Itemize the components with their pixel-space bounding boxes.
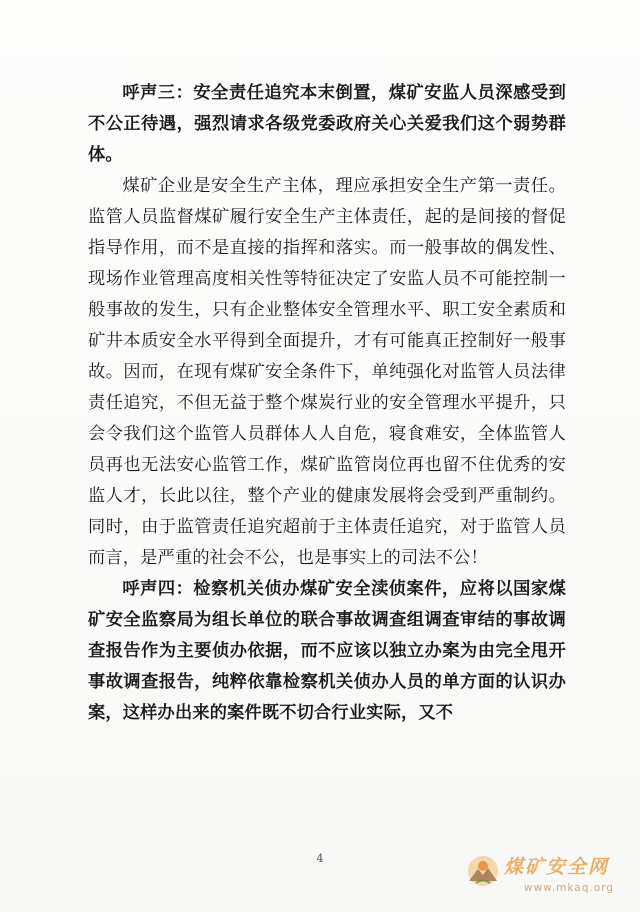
site-watermark — [466, 848, 626, 906]
watermark-url: www.mkaq.org — [524, 882, 614, 894]
appeal-4-paragraph: 呼声四：检察机关侦办煤矿安全渎侦案件，应将以国家煤矿安全监察局为组长单位的联合事故调查组调查审结的事故调查报告作为主要侦办依据，而不应该以独立办案为由完全甩开事故调查报告，纯粹依靠检察机关侦办人员的单方面的认识办案，这样办出来的案件既不切合行业实际，又不 — [88, 579, 566, 723]
appeal-3-heading: 呼声三：安全责任追究本末倒置，煤矿安监人员深感受到不公正待遇，强烈请求各级党委政府关心关爱我们这个弱势群体。 — [88, 83, 566, 165]
mountain-sun-logo-icon — [466, 854, 500, 888]
page-number: 4 — [316, 852, 324, 865]
document-body — [88, 78, 566, 729]
watermark-title: 煤矿安全网 — [504, 856, 610, 878]
appeal-3-body: 煤矿企业是安全生产主体，理应承担安全生产第一责任。监管人员监督煤矿履行安全生产主体责任，起的是间接的督促指导作用，而不是直接的指挥和落实。而一般事故的偶发性、现场作业管理高度相关性等特征决定了安监人员不可能控制一般事故的发生，只有企业整体安全管理水平、职工安全素质和矿井本质安全水平得到全面提升，才有可能真正控制好一般事故。因而，在现有煤矿安全条件下，单纯强化对监管人员法律责任追究，不但无益于整个煤炭行业的安全管理水平提升，只会令我们这个监管人员群体人人自危，寝食难安，全体监管人员再也无法安心监管工作，煤矿监管岗位再也留不住优秀的安监人才，长此以往，整个产业的健康发展将会受到严重制约。同时，由于监管责任追究超前于主体责任追究，对于监管人员而言，是严重的社会不公，也是事实上的司法不公！ — [88, 176, 566, 568]
